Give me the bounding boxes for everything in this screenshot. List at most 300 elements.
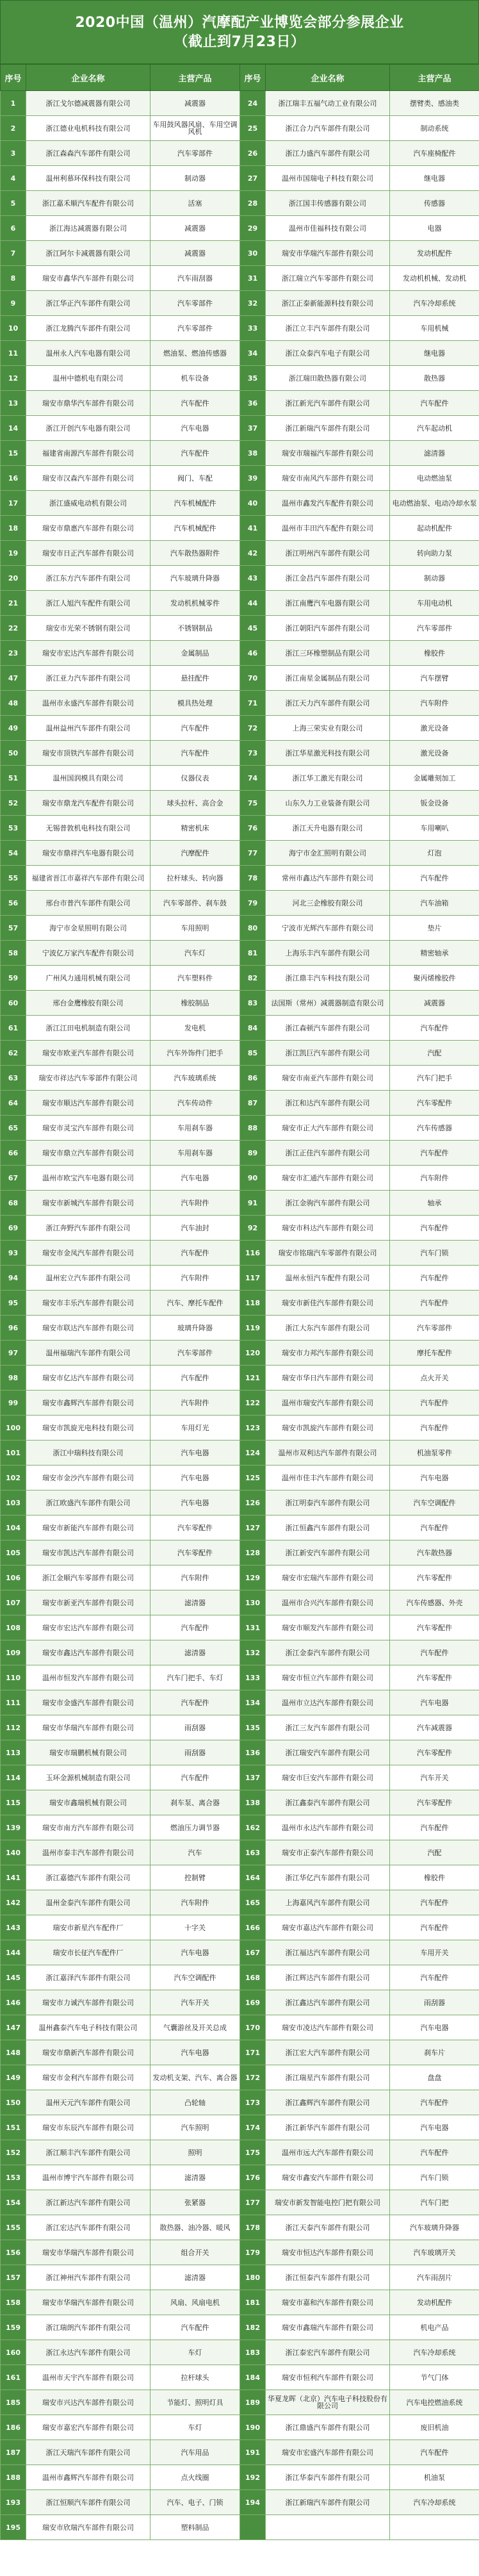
company-name-right: 浙江朝阳汽车部件有限公司 <box>266 616 390 641</box>
main-product-right: 汽车电器 <box>390 2015 479 2040</box>
company-name-right: 浙江鑫达汽车部件有限公司 <box>266 1990 390 2015</box>
company-name-right: 瑞安市恒立汽车部件有限公司 <box>266 1665 390 1690</box>
company-name-right: 瑞安市顺发汽车部件有限公司 <box>266 1615 390 1640</box>
row-number-right: 24 <box>240 91 266 116</box>
table-row <box>1 2440 479 2465</box>
company-name-right: 浙江瑞星汽车部件有限公司 <box>266 2065 390 2090</box>
table-row <box>1 1441 479 1466</box>
main-product-right: 聚丙烯橡胶件 <box>390 966 479 991</box>
company-name-left: 瑞安市光荣不锈钢有限公司 <box>26 616 150 641</box>
row-number-left: 93 <box>1 1241 26 1266</box>
main-product-right: 汽车配件 <box>390 1391 479 1416</box>
company-name-right: 浙江三环橡塑制品有限公司 <box>266 641 390 666</box>
table-row <box>1 616 479 641</box>
main-product-right: 车用开关 <box>390 1940 479 1965</box>
company-name-right <box>266 2515 390 2540</box>
row-number-right: 76 <box>240 816 266 841</box>
table-row <box>1 1865 479 1890</box>
table-row <box>1 1041 479 1066</box>
row-number-left: 98 <box>1 1366 26 1391</box>
main-product-right: 激光设备 <box>390 716 479 741</box>
company-name-left: 温州市恒发汽车部件有限公司 <box>26 1665 150 1690</box>
company-name-left: 瑞安市鼎祥汽车电器有限公司 <box>26 841 150 866</box>
table-row <box>1 2165 479 2190</box>
main-product-left: 汽车门把手、车灯 <box>150 1665 240 1690</box>
company-name-right: 温州市佳福科技有限公司 <box>266 216 390 241</box>
table-row <box>1 191 479 216</box>
company-name-left: 瑞安市丰乐汽车部件有限公司 <box>26 1291 150 1316</box>
row-number-left: 112 <box>1 1715 26 1740</box>
row-number-right: 133 <box>240 1665 266 1690</box>
row-number-right: 89 <box>240 1141 266 1166</box>
main-product-right: 汽车配件 <box>390 391 479 416</box>
main-product-right: 汽车油箱 <box>390 891 479 916</box>
main-product-left: 汽车电器 <box>150 1166 240 1191</box>
company-name-left: 浙江永达汽车部件有限公司 <box>26 2340 150 2365</box>
main-product-right: 轴承 <box>390 1191 479 1216</box>
company-name-right: 浙江宏大汽车部件有限公司 <box>266 2040 390 2065</box>
main-product-left: 汽车零部件 <box>150 316 240 341</box>
company-name-left: 浙江江田电机制造有限公司 <box>26 1016 150 1041</box>
main-product-left: 不锈钢制品 <box>150 616 240 641</box>
main-product-right: 汽车配件 <box>390 1965 479 1990</box>
main-product-left: 汽车配件 <box>150 1690 240 1715</box>
main-product-right: 汽车电控燃油系统 <box>390 2390 479 2415</box>
table-row <box>1 2365 479 2390</box>
company-name-right: 上海嘉风汽车部件有限公司 <box>266 1890 390 1915</box>
company-name-right: 常州市鑫达汽车部件有限公司 <box>266 866 390 891</box>
company-name-right: 瑞安市凯旋汽车部件有限公司 <box>266 1416 390 1441</box>
company-name-left: 瑞安市鑫达汽车部件有限公司 <box>26 1640 150 1665</box>
main-product-right: 发动机配件 <box>390 241 479 266</box>
main-product-left: 点火线圈 <box>150 2465 240 2490</box>
row-number-right: 27 <box>240 166 266 191</box>
row-number-right: 181 <box>240 2290 266 2315</box>
table-row <box>1 1690 479 1715</box>
main-product-right: 汽车零配件 <box>390 1565 479 1590</box>
row-number-left: 113 <box>1 1740 26 1765</box>
main-product-right: 电动燃油泵、电动冷却水泵 <box>390 491 479 516</box>
row-number-right: 70 <box>240 666 266 691</box>
company-name-left: 浙江亚力汽车部件有限公司 <box>26 666 150 691</box>
main-product-left: 汽车电器 <box>150 1441 240 1466</box>
row-number-left: 140 <box>1 1840 26 1865</box>
company-name-left: 浙江华正汽车部件有限公司 <box>26 291 150 316</box>
row-number-right: 46 <box>240 641 266 666</box>
company-name-left: 温州市鑫辉汽车部件有限公司 <box>26 2465 150 2490</box>
main-product-right: 汽车传感器 <box>390 1116 479 1141</box>
main-product-left: 车灯 <box>150 2340 240 2365</box>
company-name-right: 浙江新华汽车部件有限公司 <box>266 2115 390 2140</box>
main-product-left: 十字关 <box>150 1915 240 1940</box>
row-number-right: 42 <box>240 541 266 566</box>
row-number-left: 157 <box>1 2265 26 2290</box>
row-number-right: 122 <box>240 1391 266 1416</box>
table-row <box>1 1241 479 1266</box>
company-name-left: 温州市欧宝汽车电器有限公司 <box>26 1166 150 1191</box>
company-name-right: 浙江新瑞汽车部件有限公司 <box>266 2490 390 2515</box>
company-name-left: 浙江嘉禾顺汽车配件有限公司 <box>26 191 150 216</box>
row-number-left: 94 <box>1 1266 26 1291</box>
main-product-right: 汽车玻璃升降器 <box>390 2215 479 2240</box>
main-product-right: 汽车附件 <box>390 691 479 716</box>
table-row <box>1 1091 479 1116</box>
main-product-left: 刹车泵、离合器 <box>150 1790 240 1815</box>
company-name-left: 瑞安市华瑞汽车部件有限公司 <box>26 1715 150 1740</box>
table-row <box>1 1416 479 1441</box>
main-product-right: 金属雕刻加工 <box>390 766 479 791</box>
company-name-left: 福建省南源汽车部件有限公司 <box>26 441 150 466</box>
main-product-right: 橡胶件 <box>390 641 479 666</box>
company-name-left: 玉环金源机械制造有限公司 <box>26 1765 150 1790</box>
main-product-left: 汽车照明 <box>150 2115 240 2140</box>
main-product-right: 汽配 <box>390 1840 479 1865</box>
header-product-right: 主营产品 <box>390 65 479 91</box>
main-product-right: 制动系统 <box>390 116 479 141</box>
row-number-right: 81 <box>240 941 266 966</box>
main-product-left: 汽车配件 <box>150 1765 240 1790</box>
row-number-right: 171 <box>240 2040 266 2065</box>
main-product-right: 汽车配件 <box>390 2140 479 2165</box>
row-number-right: 135 <box>240 1715 266 1740</box>
table-row <box>1 1890 479 1915</box>
company-name-left: 瑞安市顺达汽车部件有限公司 <box>26 1091 150 1116</box>
main-product-left: 发动机机械零件 <box>150 591 240 616</box>
row-number-right: 38 <box>240 441 266 466</box>
company-name-right: 温州市远大汽车部件有限公司 <box>266 2140 390 2165</box>
row-number-left: 12 <box>1 366 26 391</box>
main-product-right: 汽车配件 <box>390 1216 479 1241</box>
main-product-right: 车用喇叭 <box>390 816 479 841</box>
row-number-right: 191 <box>240 2440 266 2465</box>
main-product-right: 雨刮器 <box>390 1990 479 2015</box>
row-number-left: 100 <box>1 1416 26 1441</box>
table-row <box>1 1665 479 1690</box>
main-product-right: 起动机配件 <box>390 516 479 541</box>
company-name-right: 浙江金驹汽车部件有限公司 <box>266 1191 390 1216</box>
company-name-left: 福建省晋江市嘉祥汽车部件有限公司 <box>26 866 150 891</box>
company-name-right: 浙江新光汽车部件有限公司 <box>266 391 390 416</box>
table-row <box>1 1216 479 1241</box>
row-number-left: 49 <box>1 716 26 741</box>
row-number-right: 173 <box>240 2090 266 2115</box>
header-no-left: 序号 <box>1 65 26 91</box>
row-number-right: 183 <box>240 2340 266 2365</box>
company-name-left: 广州风力通用机械有限公司 <box>26 966 150 991</box>
company-name-left: 温州金泰汽车部件有限公司 <box>26 1890 150 1915</box>
table-row <box>1 2340 479 2365</box>
table-row <box>1 241 479 266</box>
company-name-right: 浙江凯巨汽车部件有限公司 <box>266 1041 390 1066</box>
row-number-left: 101 <box>1 1441 26 1466</box>
row-number-left: 151 <box>1 2115 26 2140</box>
main-product-right: 摆臂类、感油类 <box>390 91 479 116</box>
company-name-right: 浙江瑞立汽车零部件有限公司 <box>266 266 390 291</box>
table-row <box>1 166 479 191</box>
document-title <box>0 0 479 64</box>
company-name-left: 邢台市普汽车部件有限公司 <box>26 891 150 916</box>
main-product-left: 汽车、摩托车配件 <box>150 1291 240 1316</box>
table-row <box>1 1815 479 1840</box>
main-product-right: 汽车零部件 <box>390 616 479 641</box>
row-number-right: 189 <box>240 2390 266 2415</box>
company-name-left: 瑞安市华瑞汽车部件有限公司 <box>26 2290 150 2315</box>
main-product-left: 活塞 <box>150 191 240 216</box>
header-name-left: 企业名称 <box>26 65 150 91</box>
row-number-left: 57 <box>1 916 26 941</box>
company-name-right: 浙江天升电器有限公司 <box>266 816 390 841</box>
company-name-left: 浙江宏达汽车部件有限公司 <box>26 2215 150 2240</box>
row-number-right: 168 <box>240 1965 266 1990</box>
main-product-right: 汽车玻璃开关 <box>390 2240 479 2265</box>
main-product-right: 汽车配件 <box>390 866 479 891</box>
company-name-right: 瑞安市正泰汽车部件有限公司 <box>266 1840 390 1865</box>
company-name-left: 浙江盛威电动机有限公司 <box>26 491 150 516</box>
company-name-right: 温州市佳丰汽车部件有限公司 <box>266 1466 390 1490</box>
main-product-left: 汽车电器 <box>150 1466 240 1490</box>
main-product-left: 汽车油封 <box>150 1216 240 1241</box>
company-name-right: 瑞安市正大汽车部件有限公司 <box>266 1116 390 1141</box>
row-number-left: 193 <box>1 2490 26 2515</box>
row-number-right: 29 <box>240 216 266 241</box>
main-product-left: 汽车 <box>150 1840 240 1865</box>
main-product-right: 精密轴承 <box>390 941 479 966</box>
main-product-right: 机电产品 <box>390 2315 479 2340</box>
company-name-right: 华夏龙晖（北京）汽车电子科技股份有限公司 <box>266 2390 390 2415</box>
row-number-left: 9 <box>1 291 26 316</box>
row-number-right: 43 <box>240 566 266 591</box>
row-number-right: 40 <box>240 491 266 516</box>
row-number-left: 6 <box>1 216 26 241</box>
company-name-left: 浙江欧盛汽车部件有限公司 <box>26 1490 150 1515</box>
main-product-left: 悬挂配件 <box>150 666 240 691</box>
table-header-row <box>1 65 479 91</box>
row-number-left: 55 <box>1 866 26 891</box>
company-name-left: 瑞安市欣瑞汽车部件有限公司 <box>26 2515 150 2540</box>
row-number-right: 137 <box>240 1765 266 1790</box>
company-name-left: 瑞安市鼎立汽车部件有限公司 <box>26 1141 150 1166</box>
company-name-left: 浙江阿尔卡减震器有限公司 <box>26 241 150 266</box>
table-row <box>1 266 479 291</box>
company-name-right: 瑞安市南风汽车部件有限公司 <box>266 466 390 491</box>
main-product-left: 汽车传动件 <box>150 1091 240 1116</box>
row-number-left: 150 <box>1 2090 26 2115</box>
table-row <box>1 316 479 341</box>
table-row <box>1 1366 479 1391</box>
main-product-left: 汽车配件 <box>150 1241 240 1266</box>
company-name-right: 瑞安市新发智能电控门把有限公司 <box>266 2190 390 2215</box>
main-product-right: 汽车冷却系统 <box>390 291 479 316</box>
company-name-left: 温州市博宇汽车部件有限公司 <box>26 2165 150 2190</box>
row-number-left: 68 <box>1 1191 26 1216</box>
main-product-right: 汽车散热器 <box>390 1540 479 1565</box>
company-name-left: 瑞安市力诚汽车部件有限公司 <box>26 1990 150 2015</box>
company-name-right: 浙江辉达汽车部件有限公司 <box>266 1965 390 1990</box>
row-number-right: 45 <box>240 616 266 641</box>
row-number-left: 18 <box>1 516 26 541</box>
main-product-left: 汽车空调配件 <box>150 1965 240 1990</box>
table-row <box>1 2015 479 2040</box>
main-product-left: 控制臂 <box>150 1865 240 1890</box>
main-product-left: 汽车玻璃系统 <box>150 1066 240 1091</box>
main-product-left: 滤清器 <box>150 2265 240 2290</box>
company-name-left: 无锡普敦机电科技有限公司 <box>26 816 150 841</box>
company-name-right: 浙江力盛汽车部件有限公司 <box>266 141 390 166</box>
company-name-right: 浙江和达汽车部件有限公司 <box>266 1091 390 1116</box>
main-product-left: 汽车散热器附件 <box>150 541 240 566</box>
company-name-right: 温州市国瑞电子科技有限公司 <box>266 166 390 191</box>
company-name-left: 温州宏立汽车部件有限公司 <box>26 1266 150 1291</box>
table-row <box>1 1141 479 1166</box>
table-row <box>1 1640 479 1665</box>
company-name-right: 瑞安市瑞福汽车部件有限公司 <box>266 441 390 466</box>
main-product-right: 节气门体 <box>390 2365 479 2390</box>
company-name-left: 浙江森森汽车部件有限公司 <box>26 141 150 166</box>
main-product-left: 车用刹车器 <box>150 1141 240 1166</box>
main-product-left: 仪器仪表 <box>150 766 240 791</box>
company-name-right: 瑞安市鑫瑞汽车部件有限公司 <box>266 2315 390 2340</box>
table-row <box>1 891 479 916</box>
company-name-left: 温州益州汽车部件有限公司 <box>26 716 150 741</box>
company-name-left: 浙江金顺汽车零部件有限公司 <box>26 1565 150 1590</box>
table-row <box>1 2215 479 2240</box>
row-number-left: 4 <box>1 166 26 191</box>
company-name-right: 瑞安市鑫安汽车部件有限公司 <box>266 2165 390 2190</box>
company-name-right: 瑞安市嘉达汽车部件有限公司 <box>266 1915 390 1940</box>
row-number-left: 1 <box>1 91 26 116</box>
main-product-right: 机油泵 <box>390 2465 479 2490</box>
company-name-left: 瑞安市嘉宏汽车部件有限公司 <box>26 2415 150 2440</box>
company-name-left: 瑞安市鼎华汽车部件有限公司 <box>26 391 150 416</box>
row-number-right: 121 <box>240 1366 266 1391</box>
row-number-right: 72 <box>240 716 266 741</box>
main-product-right: 车用电动机 <box>390 591 479 616</box>
main-product-left: 机车设备 <box>150 366 240 391</box>
table-row <box>1 141 479 166</box>
main-product-right: 汽车配件 <box>390 2440 479 2465</box>
main-product-left: 汽车附件 <box>150 1391 240 1416</box>
table-row <box>1 516 479 541</box>
company-name-right: 浙江南鹰汽车电器有限公司 <box>266 591 390 616</box>
main-product-left: 汽车零部件 <box>150 141 240 166</box>
main-product-right: 汽车门锁 <box>390 2165 479 2190</box>
main-product-left: 汽车玻璃升降器 <box>150 566 240 591</box>
company-name-left: 浙江中瑞科技有限公司 <box>26 1441 150 1466</box>
company-name-left: 浙江天瑞汽车部件有限公司 <box>26 2440 150 2465</box>
table-row <box>1 766 479 791</box>
header-name-right: 企业名称 <box>266 65 390 91</box>
company-name-left: 瑞安市灵宝汽车部件有限公司 <box>26 1116 150 1141</box>
row-number-left: 102 <box>1 1466 26 1490</box>
row-number-right: 84 <box>240 1016 266 1041</box>
row-number-left: 147 <box>1 2015 26 2040</box>
row-number-right: 34 <box>240 341 266 366</box>
row-number-right: 83 <box>240 991 266 1016</box>
company-name-right: 浙江华亿汽车部件有限公司 <box>266 1865 390 1890</box>
main-product-left: 精密机床 <box>150 816 240 841</box>
company-name-left: 浙江神州汽车部件有限公司 <box>26 2265 150 2290</box>
row-number-left: 20 <box>1 566 26 591</box>
company-name-left: 瑞安市宏达汽车部件有限公司 <box>26 1615 150 1640</box>
company-name-left: 瑞安市宏达汽车部件有限公司 <box>26 641 150 666</box>
table-row <box>1 2190 479 2215</box>
company-name-left: 浙江嘉泽汽车部件有限公司 <box>26 1965 150 1990</box>
table-row <box>1 2390 479 2415</box>
row-number-right: 132 <box>240 1640 266 1665</box>
company-name-right: 浙江新瑞汽车部件有限公司 <box>266 416 390 441</box>
table-row <box>1 1341 479 1366</box>
row-number-right: 179 <box>240 2240 266 2265</box>
main-product-left: 汽车用品 <box>150 2440 240 2465</box>
company-name-left: 瑞安市亿达汽车部件有限公司 <box>26 1366 150 1391</box>
company-name-right: 浙江华工激光有限公司 <box>266 766 390 791</box>
row-number-left: 60 <box>1 991 26 1016</box>
row-number-right: 178 <box>240 2215 266 2240</box>
company-name-right: 浙江合力汽车部件有限公司 <box>266 116 390 141</box>
row-number-left: 63 <box>1 1066 26 1091</box>
company-name-right: 瑞安市巨安汽车部件有限公司 <box>266 1765 390 1790</box>
company-name-right: 浙江明泰汽车部件有限公司 <box>266 1490 390 1515</box>
company-name-right: 浙江国丰传感器有限公司 <box>266 191 390 216</box>
row-number-right: 170 <box>240 2015 266 2040</box>
row-number-left: 51 <box>1 766 26 791</box>
main-product-right: 机油泵零件 <box>390 1441 479 1466</box>
main-product-right: 发动机配件 <box>390 2290 479 2315</box>
company-name-left: 瑞安市南方汽车部件有限公司 <box>26 1815 150 1840</box>
table-row <box>1 291 479 316</box>
table-row <box>1 1466 479 1490</box>
row-number-right: 175 <box>240 2140 266 2165</box>
row-number-left: 111 <box>1 1690 26 1715</box>
main-product-right: 钣金设备 <box>390 791 479 816</box>
row-number-right: 116 <box>240 1241 266 1266</box>
main-product-left: 汽车配件 <box>150 2315 240 2340</box>
table-row <box>1 441 479 466</box>
main-product-left: 汽车外饰件门把手 <box>150 1041 240 1066</box>
main-product-right: 汽车门把 <box>390 2190 479 2215</box>
company-name-right: 浙江立丰汽车部件有限公司 <box>266 316 390 341</box>
table-row <box>1 1266 479 1291</box>
company-name-right: 浙江恒泰汽车部件有限公司 <box>266 2265 390 2290</box>
company-name-left: 邢台金鹰橡胶有限公司 <box>26 991 150 1016</box>
row-number-left: 144 <box>1 1940 26 1965</box>
main-product-left: 汽车开关 <box>150 1990 240 2015</box>
company-name-left: 浙江戈尔德减震器有限公司 <box>26 91 150 116</box>
row-number-left: 13 <box>1 391 26 416</box>
row-number-right: 169 <box>240 1990 266 2015</box>
company-name-right: 温州市立达汽车部件有限公司 <box>266 1690 390 1715</box>
main-product-left: 汽车附件 <box>150 1565 240 1590</box>
company-name-right: 瑞安市汇通汽车部件有限公司 <box>266 1166 390 1191</box>
main-product-right: 汽车摆臂 <box>390 666 479 691</box>
row-number-right: 91 <box>240 1191 266 1216</box>
company-name-left: 海宁市金星照明有限公司 <box>26 916 150 941</box>
company-name-left: 瑞安市金利汽车部件有限公司 <box>26 2065 150 2090</box>
table-row <box>1 591 479 616</box>
table-row <box>1 1016 479 1041</box>
company-name-left: 瑞安市鼎龙汽车配件有限公司 <box>26 791 150 816</box>
company-name-left: 温州永人汽车电器有限公司 <box>26 341 150 366</box>
table-row <box>1 2140 479 2165</box>
row-number-right: 80 <box>240 916 266 941</box>
row-number-right: 180 <box>240 2265 266 2290</box>
company-name-right: 瑞安市宏瑞汽车部件有限公司 <box>266 1565 390 1590</box>
row-number-left: 186 <box>1 2415 26 2440</box>
company-name-left: 浙江新达汽车部件有限公司 <box>26 2190 150 2215</box>
row-number-left: 22 <box>1 616 26 641</box>
main-product-left: 金属制品 <box>150 641 240 666</box>
table-row <box>1 1066 479 1091</box>
